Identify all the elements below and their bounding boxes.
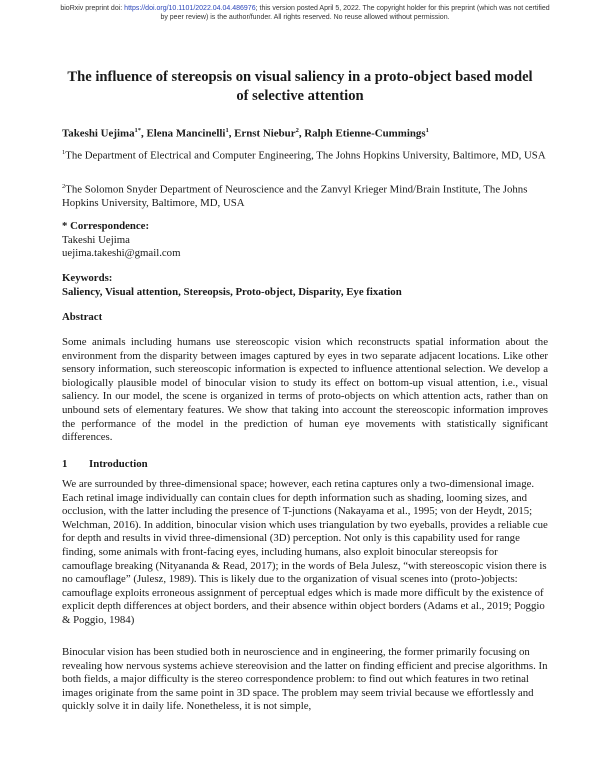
doi-link[interactable]: https://doi.org/10.1101/2022.04.04.486976 <box>124 5 256 12</box>
correspondence-name: Takeshi Uejima <box>62 233 130 246</box>
keywords-list: Saliency, Visual attention, Stereopsis, Proto-object, Disparity, Eye fixation <box>62 285 402 298</box>
keywords-heading: Keywords: <box>62 272 113 284</box>
introduction-paragraph-1: We are surrounded by three-dimensional space; however, each retina captures only a two-dimensional image. Each retinal image individually can contain clues for depth information such as shading, looming sizes, and occlusion, with the latter including the presence of T-junctions (Nakayama et al., 1995; von der Heydt, 2015; Welchman, 2016). In addition, binocular vision which uses triangulation by two eyeballs, provides a reliable cue for depth and results in vivid three-dimensional (3D) perception. Not only is this capability used for range finding, some animals with front-facing eyes, including humans, also exploit binocular stereopsis for camouflage breaking (Nityananda & Read, 2017); in the words of Bela Julesz, “with stereoscopic vision there is no camouflage” (Julesz, 1989). This is likely due to the organization of visual scenes into (proto-)objects: camouflage exploits erroneous assignment of perceptual edges which is made more difficult by the existence of explicit depth differences at object borders, and their absence within object borders (Adams et al., 2019; Poggio & Poggio, 1984) <box>62 478 548 626</box>
abstract-text: Some animals including humans use stereoscopic vision which reconstructs spatial information about the environment from the disparity between images captured by eyes in two separate adjacent locations. Like other sensory information, such stereoscopic information is expected to influence attentional selection. We develop a biologically plausible model of binocular vision to study its effect on bottom-up visual attention, i.e., visual saliency. In our model, the scene is organized in terms of proto-objects on which attention acts, rather than on unbound sets of elementary features. We show that taking into account the stereoscopic information improves the performance of the model in the prediction of human eye movements with statistically significant differences. <box>62 336 548 444</box>
introduction-heading <box>62 458 548 472</box>
author-name: Elena Mancinelli <box>146 127 226 140</box>
section-number: 1 <box>62 458 68 470</box>
affiliation-text: The Solomon Snyder Department of Neuroscience and the Zanvyl Krieger Mind/Brain Institute, The Johns Hopkins University, Baltimore, MD, USA <box>62 183 528 210</box>
author-list <box>62 124 548 141</box>
correspondence-section <box>62 220 548 261</box>
affiliation-1 <box>62 146 548 163</box>
author-affiliation-mark: 1* <box>134 127 142 134</box>
author-name: Ernst Niebur <box>234 127 296 140</box>
author-separator: , <box>141 127 147 140</box>
correspondence-heading: * Correspondence: <box>62 220 150 232</box>
correspondence-email[interactable]: uejima.takeshi@gmail.com <box>62 247 181 260</box>
author-name: Takeshi Uejima <box>62 127 135 140</box>
author-affiliation-mark: 1 <box>225 127 229 134</box>
preprint-notice <box>60 4 550 22</box>
keywords-section <box>62 272 548 299</box>
affiliation-mark: 1 <box>62 149 66 156</box>
author-name: Ralph Etienne-Cummings <box>304 127 426 140</box>
introduction-paragraph-2: Binocular vision has been studied both in neuroscience and in engineering, the former primarily focusing on revealing how nervous systems achieve stereovision and the latter on finding efficient and precise algorithms. In both fields, a major difficulty is the stereo correspondence problem: to find out which features in two retinal images originate from the same point in 3D space. The problem may seem trivial because we effortlessly and quickly solve it in daily life. Nonetheless, it is not simple, <box>62 646 548 713</box>
author-affiliation-mark: 2 <box>295 127 299 134</box>
author-separator: , <box>228 127 235 140</box>
affiliation-2 <box>62 180 548 211</box>
paper-title: The influence of stereopsis on visual saliency in a proto-object based model of selective attention <box>67 69 533 104</box>
section-title: Introduction <box>89 458 148 470</box>
abstract-heading: Abstract <box>62 311 103 323</box>
affiliation-mark: 2 <box>62 183 66 190</box>
notice-suffix: ; this version posted April 5, 2022. The copyright holder for this preprint (which was not certified by peer review) is the author/funder. All rights reserved. No reuse allowed without permission. <box>160 5 550 21</box>
notice-prefix: bioRxiv preprint doi: <box>60 5 125 12</box>
author-separator: , <box>298 127 305 140</box>
affiliation-text: The Department of Electrical and Computer Engineering, The Johns Hopkins University, Baltimore, MD, USA <box>65 149 546 162</box>
author-affiliation-mark: 1 <box>425 127 429 134</box>
